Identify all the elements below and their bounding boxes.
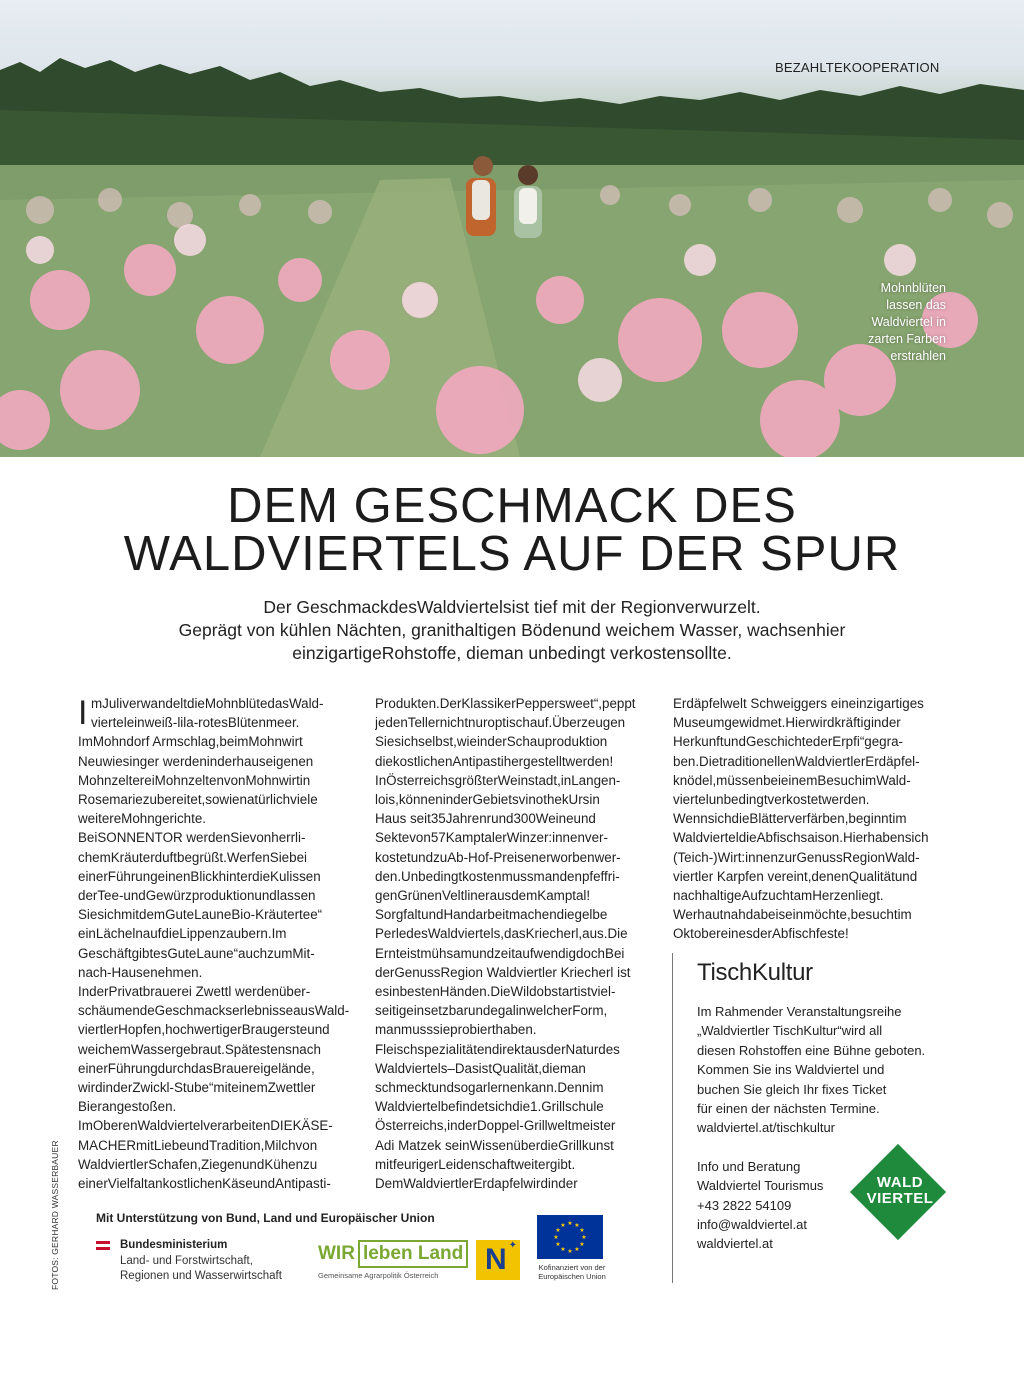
body-line: viertelunbedingtverkostetwerden. (673, 792, 870, 808)
svg-text:★: ★ (579, 1241, 585, 1248)
photo-credit: FOTOS: GERHARD WASSERBAUER (50, 1140, 60, 1290)
svg-text:★: ★ (581, 1234, 587, 1241)
body-line: Österreichs,inderDoppel-Grillweltmeister (375, 1118, 616, 1134)
body-line: MohnzeltereiMohnzeltenvonMohnwirtin (78, 772, 311, 788)
sidebar-title: TischKultur (697, 959, 813, 986)
lede-line: einzigartigeRohstoffe, dieman unbedingt verkostensollte. (292, 643, 732, 663)
ministry-line: Bundesministerium (120, 1239, 228, 1251)
body-line: nachhaltigeAufzuchtamHerzenliegt. (673, 888, 884, 904)
sidebar-line: „Waldviertler TischKultur“wird all (697, 1023, 883, 1039)
body-line: weitereMohngerichte. (78, 811, 207, 827)
body-line: SiesichmitdemGuteLauneBio-Kräutertee“ (78, 907, 323, 923)
logo-line: VIERTEL (866, 1190, 934, 1207)
svg-text:★: ★ (567, 1248, 573, 1255)
ministry-logo (96, 1238, 316, 1285)
sidebar-text (697, 1002, 957, 1138)
body-line: wirdinderZwickl-Stube“miteinemZwettler (78, 1080, 316, 1096)
body-line: Neuwiesinger werdeninderhauseigenen (78, 753, 314, 769)
body-line: mitfeurigerLeidenschaftweitergibt. (375, 1156, 576, 1172)
svg-text:★: ★ (553, 1234, 559, 1241)
svg-text:★: ★ (560, 1222, 566, 1229)
body-line: jedenTellernichtnuroptischauf.Überzeugen (375, 715, 626, 731)
body-line: (Teich-)Wirt:innenzurGenussRegionWald- (673, 849, 920, 865)
body-line: schmecktundsogarlernenkann.Dennim (375, 1080, 604, 1096)
svg-text:★: ★ (555, 1227, 561, 1234)
article-headline (0, 479, 1024, 581)
eu-logo (537, 1215, 607, 1281)
body-line: PerledesWaldviertels,dasKriecherl,aus.Die (375, 926, 628, 942)
sidebar-line: Kommen Sie ins Waldviertel und (697, 1062, 885, 1078)
wir-logo-subtitle: Gemeinsame Agrarpolitik Österreich (318, 1271, 439, 1280)
body-line: esinbestenHänden.DieWildobstartistviel- (375, 984, 616, 1000)
phone-number[interactable]: +43 2822 54109 (697, 1197, 792, 1213)
caption-line: Waldviertel in (871, 315, 946, 329)
wir-logo-main (318, 1240, 463, 1268)
sidebar-line: diesen Rohstoffen eine Bühne geboten. (697, 1042, 926, 1058)
contact-line: Info und Beratung (697, 1158, 801, 1174)
caption-line: zarten Farben (868, 332, 946, 346)
body-line: einLächelnaufdieLippenzaubern.Im (78, 926, 287, 942)
article-lede (80, 596, 944, 665)
body-line: Museumgewidmet.Hierwirdkräftiginder (673, 715, 901, 731)
svg-text:★: ★ (579, 1227, 585, 1234)
body-line: Haus seit35Jahrenrund300Weineund (375, 811, 596, 827)
body-line: OktobereinesderAbfischfeste! (673, 926, 849, 942)
eu-note-line: Kofinanziert von der (538, 1263, 606, 1272)
caption-line: lassen das (886, 298, 946, 312)
body-column-2 (375, 694, 653, 1193)
eu-note-line: Europäischen Union (538, 1272, 606, 1281)
sidebar-line: Im Rahmender Veranstaltungsreihe (697, 1004, 902, 1019)
body-line: InderPrivatbrauerei Zwettl werdenüber- (78, 984, 311, 1000)
body-line: Waldviertels–DasistQualität,dieman (375, 1060, 586, 1076)
body-line: SorgfaltundHandarbeitmachendiegelbe (375, 907, 608, 923)
tischkultur-link[interactable]: waldviertel.at/tischkultur (697, 1120, 835, 1136)
sidebar-line: für einen der nächsten Termine. (697, 1101, 880, 1117)
headline-line: DEM GESCHMACK DES (227, 479, 797, 533)
svg-text:★: ★ (560, 1246, 566, 1253)
body-line: genGrünenVeltlinerausdemKamptal! (375, 888, 591, 904)
lede-line: Der GeschmackdesWaldviertelsist tief mit der Regionverwurzelt. (263, 597, 761, 617)
caption-line: Mohnblüten (880, 281, 946, 295)
body-line: knödel,müssenbeieinemBesuchimWald- (673, 772, 911, 788)
wir-text: WIR (318, 1243, 355, 1264)
body-line: nach-Hausenehmen. (78, 964, 203, 980)
niederoesterreich-logo (476, 1240, 520, 1280)
body-line: einerVielfaltankostlichenKäseundAntipasti- (78, 1176, 331, 1192)
headline-line: WALDVIERTELS AUF DER SPUR (123, 527, 901, 581)
body-line: BeiSONNENTOR werdenSievonherrli- (78, 830, 306, 846)
noe-letter: N (485, 1243, 507, 1276)
drop-cap-block (78, 694, 358, 732)
body-line: Erdäpfelwelt Schweiggers eineinzigartiges (673, 696, 924, 711)
body-line: WennsichdieBlätterverfärben,beginntim (673, 811, 907, 827)
body-line: manmusssieprobierthaben. (375, 1022, 537, 1038)
body-line: Produkten.DerKlassikerPeppersweet“,peppt (375, 696, 636, 711)
wir-leben-land-logo (318, 1240, 463, 1280)
body-line: WaldviertlerSchafen,ZiegenundKühenzu (78, 1156, 318, 1172)
body-line: schäumendeGeschmackserlebnisseausWald- (78, 1003, 350, 1019)
body-line: viertlerHopfen,hochwertigerBraugersteund (78, 1022, 330, 1038)
sidebar-line: buchen Sie gleich Ihr fixes Ticket (697, 1081, 887, 1097)
body-line: Werhautnahdabeiseinmöchte,besuchtim (673, 907, 912, 923)
lede-line: Geprägt von kühlen Nächten, granithaltigen Bödenund weichem Wasser, wachsenhier (178, 620, 846, 640)
contact-line: Waldviertel Tourismus (697, 1178, 824, 1194)
logo-line: WALD (876, 1174, 924, 1191)
body-line: DemWaldviertlerErdapfelwirdinder (375, 1176, 578, 1192)
eu-stars-icon (537, 1215, 603, 1259)
ministry-line: Regionen und Wasserwirtschaft (120, 1270, 282, 1282)
body-line: FleischspezialitätendirektausderNaturdes (375, 1041, 620, 1057)
logo-text (850, 1175, 950, 1207)
waldviertel-logo (850, 1144, 946, 1240)
body-column-3 (673, 694, 953, 944)
body-line: Adi Matzek seinWissenüberdieGrillkunst (375, 1137, 614, 1153)
body-line: Rosemariezubereitet,sowienatürlichviele (78, 792, 318, 808)
body-line: ImMohndorf Armschlag,beimMohnwirt (78, 734, 303, 750)
support-heading: Mit Unterstützung von Bund, Land und Europäischer Union (96, 1211, 435, 1225)
body-line: ImOberenWaldviertelverarbeitenDIEKÄSE- (78, 1118, 333, 1134)
body-line: diekostlichenAntipastihergestelltwerden! (375, 753, 614, 769)
svg-text:★: ★ (567, 1220, 573, 1227)
body-line: GeschäftgibtesGuteLaune“auchzumMit- (78, 945, 315, 961)
body-line: kostetundzuAb-Hof-Preisenerworbenwer- (375, 849, 621, 865)
star-icon: ✦ (508, 1240, 517, 1251)
drop-cap: I (78, 694, 88, 732)
hero-photo (0, 0, 1024, 457)
body-line: weichemWassergebraut.Spätestensnach (78, 1041, 321, 1057)
body-line: derTee-undGewürzproduktionundlassen (78, 888, 316, 904)
svg-text:★: ★ (574, 1246, 580, 1253)
body-line: seitigeinsetzbarundegalinwelcherForm, (375, 1003, 608, 1019)
body-line: Waldviertelbefindetsichdie1.Grillschule (375, 1099, 604, 1115)
body-line: ben.DietraditionellenWaldviertlerErdäpfel- (673, 753, 920, 769)
svg-text:★: ★ (574, 1222, 580, 1229)
body-column-1 (78, 694, 358, 1193)
svg-text:★: ★ (555, 1241, 561, 1248)
body-line: derGenussRegion Waldviertler Kriecherl ist (375, 964, 631, 980)
body-line: mJuliverwandeltdieMohnblütedasWald- (91, 696, 324, 711)
body-line: lois,könneninderGebietsvinothekUrsin (375, 792, 600, 808)
email-link[interactable]: info@waldviertel.at (697, 1217, 808, 1233)
body-line: ErnteistmühsamundzeitaufwendigdochBei (375, 945, 625, 961)
austria-flag-icon (96, 1241, 110, 1250)
body-line: chemKräuterduftbegrüßt.WerfenSiebei (78, 849, 308, 865)
body-line: den.Unbedingtkostenmussmandenpfeffri- (375, 868, 620, 884)
sponsored-label: BEZAHLTEKOOPERATION (775, 60, 940, 75)
body-line: Siesichselbst,wieinderSchauproduktion (375, 734, 608, 750)
ministry-line: Land- und Forstwirtschaft, (120, 1254, 253, 1267)
body-line: WaldvierteldieAbfischsaison.Hierhabensich (673, 830, 929, 846)
caption-line: erstrahlen (890, 349, 946, 363)
sidebar-divider (672, 953, 673, 1283)
body-line: MACHERmitLiebeundTradition,Milchvon (78, 1137, 318, 1153)
photo-caption (836, 280, 946, 365)
body-line: vierteleinweiß-lila-rotesBlütenmeer. (91, 715, 300, 731)
leben-land-text: leben Land (358, 1240, 468, 1268)
body-line: InÖsterreichsgrößterWeinstadt,inLangen- (375, 772, 621, 788)
body-line: Sektevon57KamptalerWinzer:innenver- (375, 830, 608, 846)
body-line: Bierangestoßen. (78, 1099, 177, 1115)
body-line: einerFührungdurchdasBrauereigelände, (78, 1060, 315, 1076)
body-line: einerFührungeinenBlickhinterdieKulissen (78, 868, 321, 884)
body-line: HerkunftundGeschichtederErpfi“gegra- (673, 734, 903, 750)
eu-cofinanced-note (537, 1263, 607, 1281)
eu-flag-icon (537, 1215, 603, 1259)
body-line: viertler Karpfen vereint,denenQualitätund (673, 868, 918, 884)
website-link[interactable]: waldviertel.at (697, 1236, 773, 1252)
